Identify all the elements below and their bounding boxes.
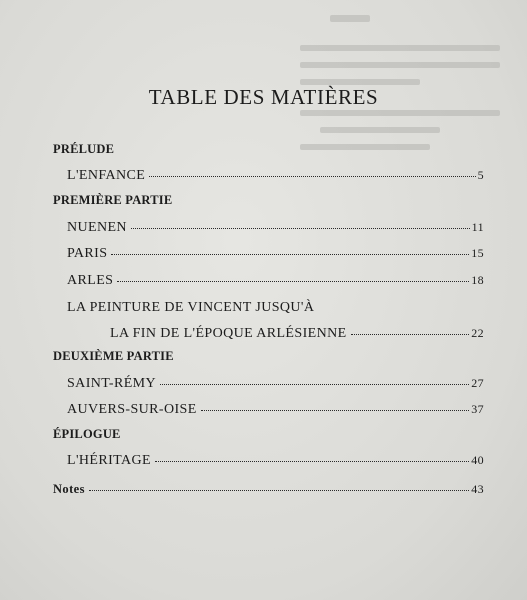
toc-entry[interactable] bbox=[67, 402, 484, 418]
dot-leader bbox=[155, 461, 469, 462]
entry-label: PARIS bbox=[67, 246, 108, 261]
entry-page-number: 40 bbox=[471, 453, 484, 467]
entry-page-number: 15 bbox=[471, 246, 484, 260]
toc-entry[interactable] bbox=[67, 220, 484, 236]
toc-entry[interactable] bbox=[67, 453, 484, 469]
dot-leader bbox=[131, 228, 470, 229]
dot-leader bbox=[351, 334, 470, 335]
section-heading-deuxieme-partie: DEUXIÈME PARTIE bbox=[53, 349, 174, 363]
dot-leader bbox=[89, 490, 469, 491]
entry-page-number: 22 bbox=[471, 326, 484, 340]
toc-entry[interactable] bbox=[67, 168, 484, 184]
dot-leader bbox=[117, 281, 469, 282]
section-heading-epilogue: ÉPILOGUE bbox=[53, 427, 121, 441]
entry-page-number: 5 bbox=[477, 168, 484, 182]
entry-page-number: 27 bbox=[471, 376, 484, 390]
entry-label: L'ENFANCE bbox=[67, 168, 146, 183]
toc-entry[interactable] bbox=[110, 326, 484, 342]
toc-entry[interactable] bbox=[67, 273, 484, 289]
toc-entry[interactable] bbox=[67, 376, 484, 392]
entry-page-number: 43 bbox=[471, 482, 484, 496]
toc-entry-notes[interactable] bbox=[53, 482, 484, 497]
entry-label: Notes bbox=[53, 482, 85, 496]
dot-leader bbox=[160, 384, 469, 385]
entry-page-number: 37 bbox=[471, 402, 484, 416]
section-heading-premiere-partie: PREMIÈRE PARTIE bbox=[53, 193, 173, 207]
entry-label: ARLES bbox=[67, 273, 114, 288]
entry-page-number: 18 bbox=[471, 273, 484, 287]
section-heading-prelude: PRÉLUDE bbox=[53, 142, 115, 156]
entry-label: LA FIN DE L'ÉPOQUE ARLÉSIENNE bbox=[110, 326, 347, 341]
toc-entry[interactable] bbox=[67, 246, 484, 262]
dot-leader bbox=[201, 410, 470, 411]
entry-label: SAINT-RÉMY bbox=[67, 376, 157, 391]
dot-leader bbox=[149, 176, 475, 177]
dot-leader bbox=[111, 254, 469, 255]
entry-label: AUVERS-SUR-OISE bbox=[67, 402, 197, 417]
entry-label: L'HÉRITAGE bbox=[67, 453, 151, 468]
entry-label: NUENEN bbox=[67, 220, 127, 235]
entry-page-number: 11 bbox=[471, 220, 484, 234]
entry-label-line1: LA PEINTURE DE VINCENT JUSQU'À bbox=[67, 300, 315, 315]
toc-title: TABLE DES MATIÈRES bbox=[148, 85, 379, 109]
